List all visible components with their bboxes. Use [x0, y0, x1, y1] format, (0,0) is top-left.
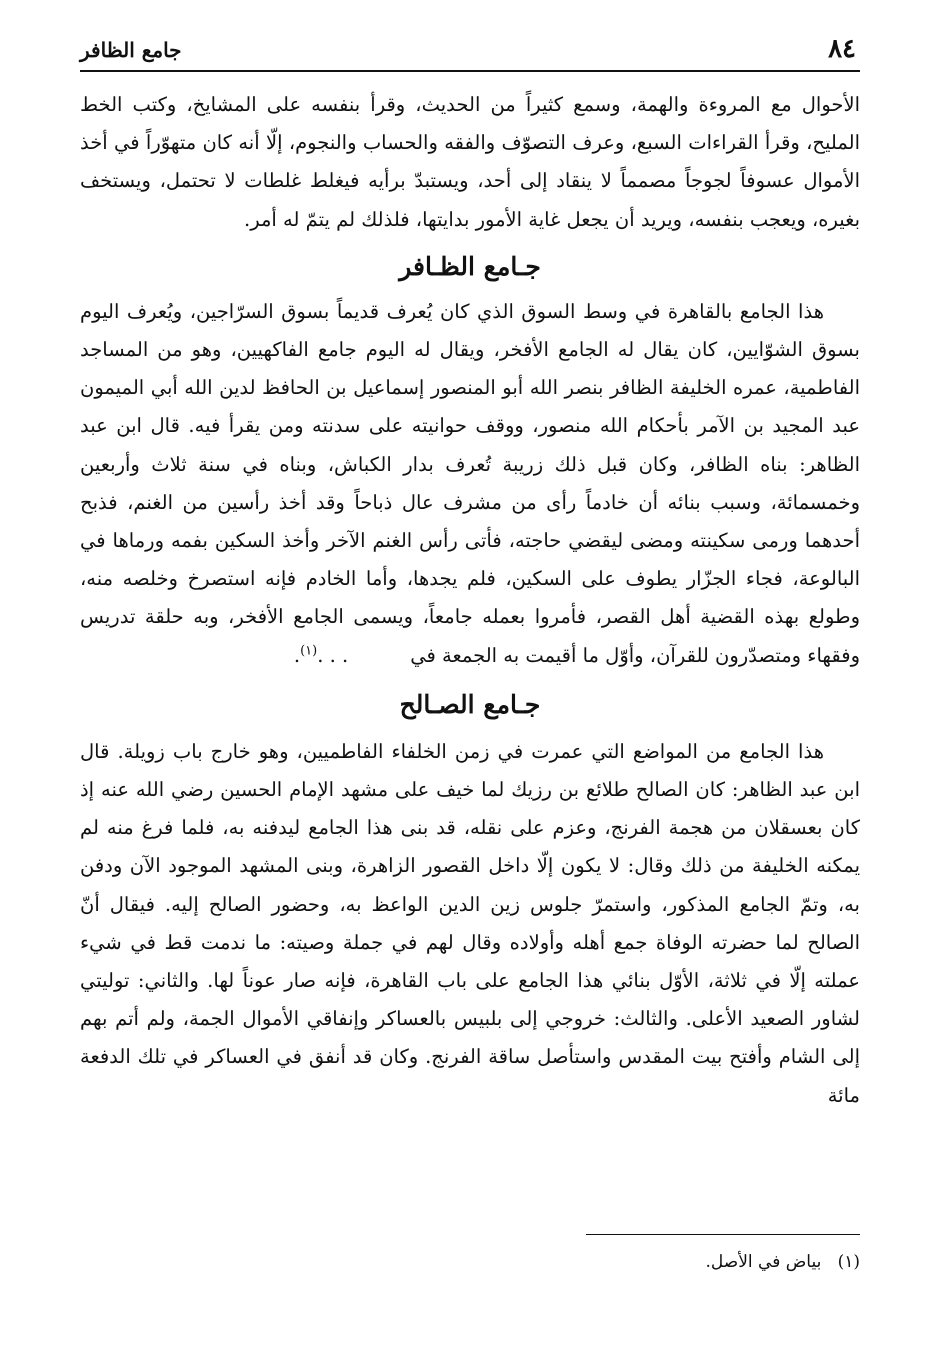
footnote-text: بياض في الأصل. [705, 1252, 822, 1272]
main-text [80, 86, 860, 1115]
intro-paragraph: الأحوال مع المروءة والهمة، وسمع كثيراً من الحديث، وقرأ بنفسه على المشايخ، وكتب الخط المليح، وقرأ القراءات السبع، وعرف التصوّف والفقه والحساب والنجوم، إلّا أنه كان متهوّراً في أخذ الأموال عسوفاً لجوجاً مصمماً لا ينقاد إلى أحد، ويستبدّ برأيه فيغلط غلطات لا تحتمل، ويستخف بغيره، ويعجب بنفسه، ويريد أن يجعل غاية الأمور بدايتها، فلذلك لم يتمّ له أمر. [80, 93, 860, 231]
footnote-marker: (١) [837, 1252, 860, 1272]
paragraph-zafir: هذا الجامع بالقاهرة في وسط السوق الذي كان يُعرف قديماً بسوق السرّاجين، ويُعرف اليوم بسوق الشوّايين، كان يقال له الجامع الأفخر، ويقال له اليوم جامع الفاكهيين، وهو من المساجد الفاطمية، عمره الخليفة الظافر بنصر الله أبو المنصور إسماعيل بن الحافظ لدين الله أبي الميمون عبد المجيد بن الآمر بأحكام الله منصور، ووقف حوانيته على سدنته ومن يقرأ فيه. قال ابن عبد الظاهر: بناه الظافر، وكان قبل ذلك زريبة تُعرف بدار الكباش، وبناه في سنة ثلاث وأربعين وخمسمائة، وسبب بنائه أن خادماً رأى من مشرف عال ذباحاً وقد أخذ رأسين من الغنم، فذبح أحدهما ورمى سكينته ومضى ليقضي حاجته، فأتى رأس الغنم الآخر وأخذ السكين بفمه ورماها في البالوعة، فجاء الجزّار يطوف على السكين، فلم يجدها، وأما الخادم فإنه استصرخ وخلصه منه، وطولع بهذه القضية أهل القصر، فأمروا بعمله جامعاً، ويسمى الجامع الأفخر، وبه حلقة تدريس وفقهاء ومتصدّرون للقرآن، وأوّل ما أقيمت به الجمعة في . . .$^{(١)}$. [80, 299, 860, 667]
footnote-divider [586, 1234, 860, 1235]
paragraph-zafir-text: هذا الجامع بالقاهرة في وسط السوق الذي كان يُعرف قديماً بسوق السرّاجين، ويُعرف اليوم بسوق الشوّايين، كان يقال له الجامع الأفخر، ويقال له اليوم جامع الفاكهيين، وهو من المساجد الفاطمية، عمره الخليفة الظافر بنصر الله أبو المنصور إسماعيل بن الحافظ لدين الله أبي الميمون عبد المجيد بن الآمر بأحكام الله منصور، ووقف حوانيته على سدنته ومن يقرأ فيه. قال ابن عبد الظاهر: بناه الظافر، وكان قبل ذلك زريبة تُعرف بدار الكباش، وبناه في سنة ثلاث وأربعين وخمسمائة، وسبب بنائه أن خادماً رأى من مشرف عال ذباحاً وقد أخذ رأسين من الغنم، فذبح أحدهما ورمى سكينته ومضى ليقضي حاجته، فأتى رأس الغنم الآخر وأخذ السكين بفمه ورماها في البالوعة، فجاء الجزّار يطوف على السكين، فلم يجدها، وأما الخادم فإنه استصرخ وخلصه منه، وطولع بهذه القضية أهل القصر، فأمروا بعمله جامعاً، ويسمى الجامع الأفخر، وبه حلقة تدريس وفقهاء ومتصدّرون للقرآن، وأوّل ما أقيمت به الجمعة في [80, 299, 860, 667]
section-heading-salih: جـامع الصـالح [399, 689, 541, 719]
ellipsis: . . . [317, 643, 349, 667]
page-number: ٨٤ [828, 34, 856, 64]
footnote-reference[interactable]: (١) [300, 643, 318, 659]
section-heading-zafir: جـامع الظـافر [399, 251, 541, 281]
footnote [80, 1248, 860, 1276]
paragraph-salih: هذا الجامع من المواضع التي عمرت في زمن الخلفاء الفاطميين، وهو خارج باب زويلة. قال ابن عبد الظاهر: كان الصالح طلائع بن رزيك لما خيف على مشهد الإمام الحسين رضي الله عنه إذ كان بعسقلان من هجمة الفرنج، وعزم على نقله، قد بنى هذا الجامع ليدفنه به، فلما فرغ منه لم يمكنه الخليفة من ذلك وقال: لا يكون إلّا داخل القصور الزاهرة، وبنى المشهد الموجود الآن ودفن به، وتمّ الجامع المذكور، واستمرّ جلوس زين الدين الواعظ به، وحضور الصالح إليه. فيقال أنّ الصالح لما حضرته الوفاة جمع أهله وأولاده وقال لهم في جملة وصيته: ما ندمت قط في شيء عملته إلّا في ثلاثة، الأوّل بنائي هذا الجامع على باب القاهرة، فإنه صار عوناً لها. والثاني: توليتي لشاور الصعيد الأعلى. والثالث: خروجي إلى بلبيس بالعساكر وإنفاقي الأموال الجمة، ولم أتم بهم إلى الشام وأفتح بيت المقدس واستأصل ساقة الفرنج. وكان قد أنفق في العساكر في تلك الدفعة مائة [80, 739, 860, 1107]
running-title: جامع الظافر [80, 38, 182, 62]
header-divider [80, 70, 860, 72]
